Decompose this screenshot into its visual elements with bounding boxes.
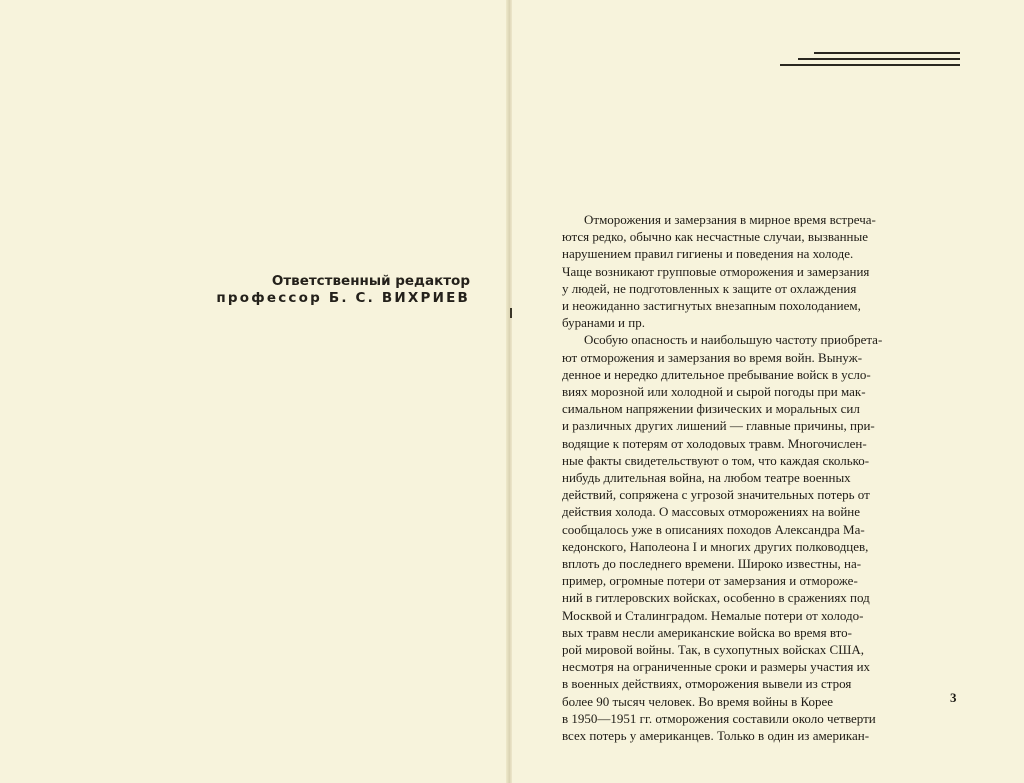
- text-line: кедонского, Наполеона I и многих других полководцев,: [562, 538, 869, 554]
- text-line: ются редко, обычно как несчастные случаи, вызванные: [562, 229, 869, 245]
- text-line: действий, сопряжена с угрозой значительных потерь от: [562, 487, 870, 503]
- text-line: виях морозной или холодной и сырой погоды при мак-: [562, 384, 866, 400]
- text-line: Москвой и Сталинградом. Немалые потери от холодо-: [562, 607, 864, 623]
- text-line: и различных других лишений — главные причины, при-: [562, 418, 875, 434]
- text-line: нибудь длительная война, на любом театре военных: [562, 470, 851, 486]
- text-line: пример, огромные потери от замерзания и отмороже-: [562, 573, 858, 589]
- editor-name: профессор Б. С. ВИХРИЕВ: [216, 290, 470, 306]
- text-line: буранами и пр.: [562, 315, 645, 331]
- text-line: ют отморожения и замерзания во время войн. Вынуж-: [562, 349, 863, 365]
- text-line: сообщалось уже в описаниях походов Александра Ма-: [562, 521, 865, 537]
- header-rule: [780, 64, 960, 66]
- text-line: в 1950—1951 гг. отморожения составили около четверти: [562, 710, 876, 726]
- text-line: несмотря на ограниченные сроки и размеры участия их: [562, 659, 871, 675]
- header-rule: [814, 52, 960, 54]
- text-line: денное и нередко длительное пребывание войск в усло-: [562, 366, 871, 382]
- header-rule: [798, 58, 960, 60]
- text-line: более 90 тысяч человек. Во время войны в Корее: [562, 693, 834, 709]
- text-line: Чаще возникают групповые отморожения и замерзания: [562, 263, 870, 279]
- text-line: нарушением правил гигиены и поведения на холоде.: [562, 246, 854, 262]
- text-line: ний в гитлеровских войсках, особенно в сражениях под: [562, 590, 870, 606]
- text-line: Отморожения и замерзания в мирное время встреча-: [584, 212, 876, 227]
- text-line: в военных действиях, отморожения вывели из строя: [562, 676, 852, 692]
- body-text: [562, 211, 961, 744]
- text-line: Особую опасность и наибольшую частоту приобрета-: [584, 332, 883, 348]
- text-line: действия холода. О массовых отморожениях на войне: [562, 504, 861, 520]
- text-line: водящие к потерям от холодовых травм. Многочислен-: [562, 435, 867, 451]
- left-page: [0, 0, 508, 783]
- text-line: вплоть до последнего времени. Широко известны, на-: [562, 556, 862, 572]
- text-line: рой мировой войны. Так, в сухопутных войсках США,: [562, 642, 864, 658]
- text-line: у людей, не подготовленных к защите от охлаждения: [562, 280, 857, 296]
- header-rules: [780, 52, 960, 66]
- text-line: и неожиданно застигнутых внезапным похолоданием,: [562, 298, 861, 314]
- text-line: ные факты свидетельствуют о том, что каждая сколько-: [562, 452, 870, 468]
- editor-credit: [205, 273, 470, 307]
- page-number: 3: [950, 690, 957, 705]
- text-line: симальном напряжении физических и моральных сил: [562, 401, 860, 417]
- text-line: всех потерь у американцев. Только в один из американ-: [562, 728, 870, 744]
- text-line: вых травм несли американские войска во время вто-: [562, 624, 853, 640]
- editor-role: Ответственный редактор: [271, 273, 470, 289]
